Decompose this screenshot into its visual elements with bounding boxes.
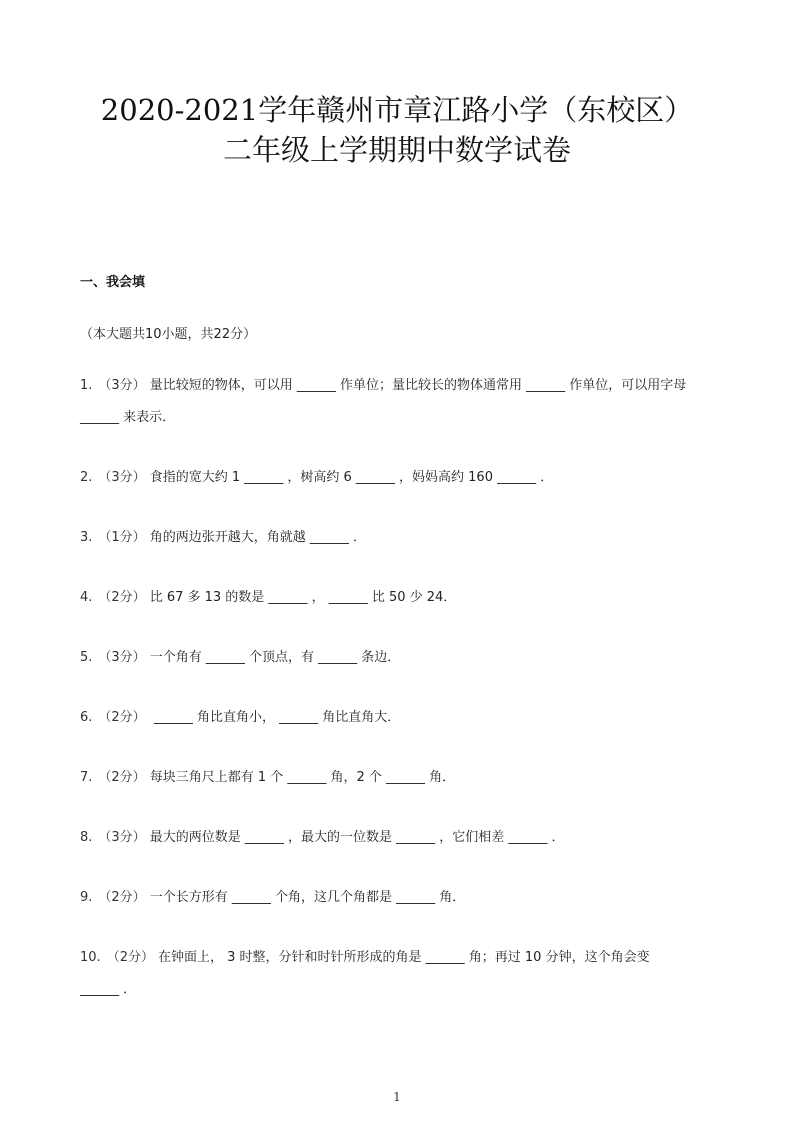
section-heading: 一、我会填 [80,275,146,290]
question-text: 量比较短的物体，可以用 ______ 作单位；量比较长的物体通常用 ______ 作单位，可以用字母 ______ 来表示． [80,378,687,425]
question-4 [80,582,720,614]
question-number: 9. [80,890,93,905]
page-title-line-1: 2020-2021学年赣州市章江路小学（东校区） [100,93,694,127]
question-5 [80,642,720,674]
question-points: （2分） [106,950,154,965]
question-text: 一个长方形有 ______ 个角，这几个角都是 ______ 角． [149,890,466,905]
question-10 [80,942,680,1006]
question-text: 一个角有 ______ 个顶点，有 ______ 条边． [149,650,401,665]
question-number: 5. [80,650,93,665]
question-number: 2. [80,470,93,485]
question-number: 8. [80,830,93,845]
question-number: 6. [80,710,93,725]
page-number: 1 [393,1090,401,1104]
question-points: （3分） [98,830,146,845]
question-points: （2分） [98,770,146,785]
question-points: （2分） [98,890,146,905]
question-number: 1. [80,378,93,393]
question-number: 4. [80,590,93,605]
question-points: （2分） [98,710,146,725]
question-9 [80,882,720,914]
question-text: 食指的宽大约 1 ______ ，树高约 6 ______ ，妈妈高约 160 ______ ． [149,470,554,485]
question-points: （3分） [98,470,146,485]
question-points: （3分） [98,650,146,665]
question-points: （1分） [98,530,146,545]
question-number: 3. [80,530,93,545]
question-number: 7. [80,770,93,785]
question-text: ______ 角比直角小， ______ 角比直角大． [149,710,401,725]
question-text: 最大的两位数是 ______ ，最大的一位数是 ______ ，它们相差 ______ ． [149,830,565,845]
question-text: 每块三角尺上都有 1 个 ______ 角，2 个 ______ 角． [149,770,456,785]
question-points: （2分） [98,590,146,605]
section-note: （本大题共10小题，共22分） [80,327,257,342]
question-text: 在钟面上， 3 时整，分针和时针所形成的角是 ______ 角；再过 10 分钟，这个角会变 ______ ． [80,950,650,997]
question-3 [80,522,720,554]
question-6 [80,702,720,734]
question-7 [80,762,720,794]
page-title-line-2: 二年级上学期期中数学试卷 [222,133,571,167]
question-8 [80,822,720,854]
question-2 [80,462,720,494]
question-number: 10. [80,950,101,965]
question-1 [80,370,720,434]
question-text: 角的两边张开越大，角就越 ______ ． [149,530,366,545]
question-points: （3分） [98,378,146,393]
question-text: 比 67 多 13 的数是 ______ ， ______ 比 50 少 24． [149,590,457,605]
